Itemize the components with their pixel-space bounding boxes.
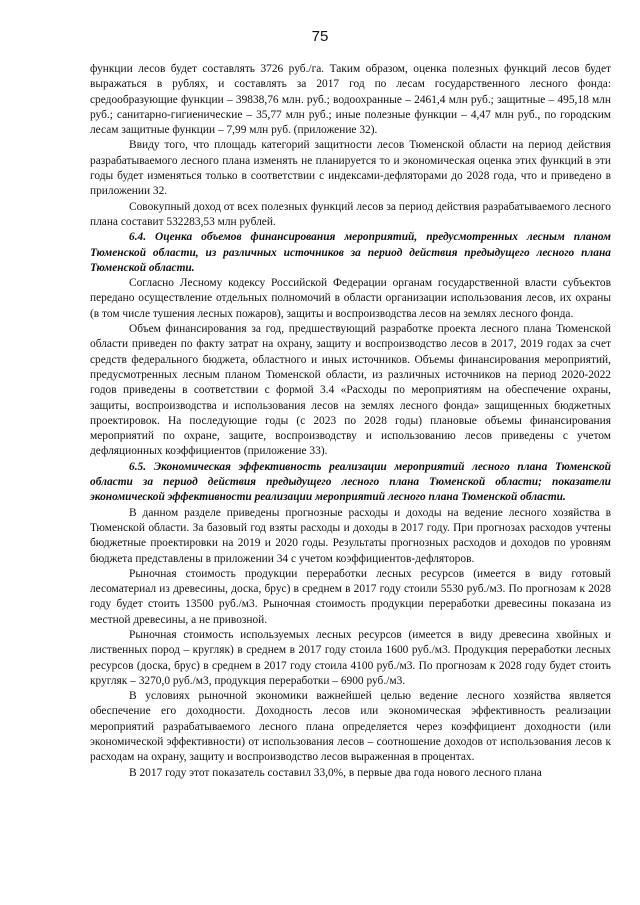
section-heading-6-4: 6.4. Оценка объемов финансирования мероприятий, предусмотренных лесным планом Тюменской области, из различных источников за период действия предыдущего лесного плана Тюменской области.: [90, 231, 611, 274]
body-text: [90, 62, 611, 781]
paragraph: В условиях рыночной экономики важнейшей целью ведение лесного хозяйства является обеспечение его доходности. Доходность лесов или экономическая эффективность реализации мероприятий разрабатываемого лесного плана определяется через коэффициент доходности (или экономической эффективности) от использования лесов – соотношение доходов от использования лесов к расходам на охрану, защиту и воспроизводство лесов выраженная в процентах.: [90, 690, 611, 764]
paragraph: В 2017 году этот показатель составил 33,0%, в первые два года нового лесного плана: [129, 766, 542, 779]
paragraph: Ввиду того, что площадь категорий защитности лесов Тюменской области на период действия разрабатываемого лесного плана изменять не планируется то и экономическая оценка этих функций в эти годы будет изменяться только в соответствии с индексами-дефляторами до 2028 года, что и приведено в приложении 32.: [90, 139, 611, 198]
paragraph: Объем финансирования за год, предшествующий разработке проекта лесного плана Тюменской области приведен по факту затрат на охрану, защиту и воспроизводство лесов в 2017, 2019 годах за счет средств федерального бюджета, областного и иных источников. Объемы финансирования мероприятий, предусмотренных лесным планом Тюменской области, из различных источников на период 2020-2022 годов приведены в соответствии с формой 3.4 «Расходы по мероприятиям на обеспечение охраны, защиты, воспроизводства и использования лесов на землях лесного фонда» защищенных бюджетных проектировок. На последующие годы (с 2023 по 2028 годы) плановые объемы финансирования мероприятий по охране, защите, воспроизводству и использованию лесов приведены с учетом дефляционных коэффициентов (приложение 33).: [90, 323, 611, 458]
paragraph-continued: функции лесов будет составлять 3726 руб./га. Таким образом, оценка полезных функций лесов будет выражаться в рублях, и составлять за 2017 год по лесам государственного лесного фонда: средообразующие функции – 39838,76 млн. руб.; водоохранные – 2461,4 млн руб.; защитные – 495,18 млн руб.; санитарно-гигиенические – 35,77 млн руб.; иные полезные функции – 4,47 млн руб., по городским лесам защитные функции – 7,99 млн руб. (приложение 32).: [90, 63, 611, 137]
section-heading-6-5: 6.5. Экономическая эффективность реализации мероприятий лесного плана Тюменской области за период действия предыдущего лесного плана Тюменской области; показатели экономической эффективности реализации мероприятий лесного плана Тюменской области.: [90, 460, 611, 504]
paragraph: В данном разделе приведены прогнозные расходы и доходы на ведение лесного хозяйства в Тюменской области. За базовый год взяты расходы и доходы в 2017 году. При прогнозах расходов учтены бюджетные проектировки на 2019 и 2020 годы. Результаты прогнозных расходов и доходов по уровням бюджета представлены в приложении 34 с учетом коэффициентов-дефляторов.: [90, 506, 611, 565]
paragraph: Согласно Лесному кодексу Российской Федерации органам государственной власти субъектов передано осуществление отдельных полномочий в области организации использования лесов, их охраны (в том числе тушения лесных пожаров), защиты и воспроизводства лесов на землях лесного фонда.: [90, 277, 611, 320]
page-number: 75: [311, 28, 329, 45]
paragraph: Рыночная стоимость продукции переработки лесных ресурсов (имеется в виду готовый лесоматериал из древесины, доска, брус) в среднем в 2017 году стоили 5530 руб./м3. По прогнозам к 2028 году будет стоить 13500 руб./м3. Рыночная стоимость продукции переработки древесины показана из местной древесины, а не привозной.: [90, 567, 611, 626]
paragraph: Рыночная стоимость используемых лесных ресурсов (имеется в виду древесина хвойных и лиственных пород – кругляк) в среднем в 2017 году стоила 1600 руб./м3. Продукция переработки лесных ресурсов (доска, брус) в среднем в 2017 году стоила 4100 руб./м3. По прогнозам к 2028 году будет стоить кругляк – 3270,0 руб./м3, продукция переработки – 6900 руб./м3.: [90, 628, 611, 687]
paragraph: Совокупный доход от всех полезных функций лесов за период действия разрабатываемого лесного плана составит 532283,53 млн рублей.: [90, 200, 611, 228]
